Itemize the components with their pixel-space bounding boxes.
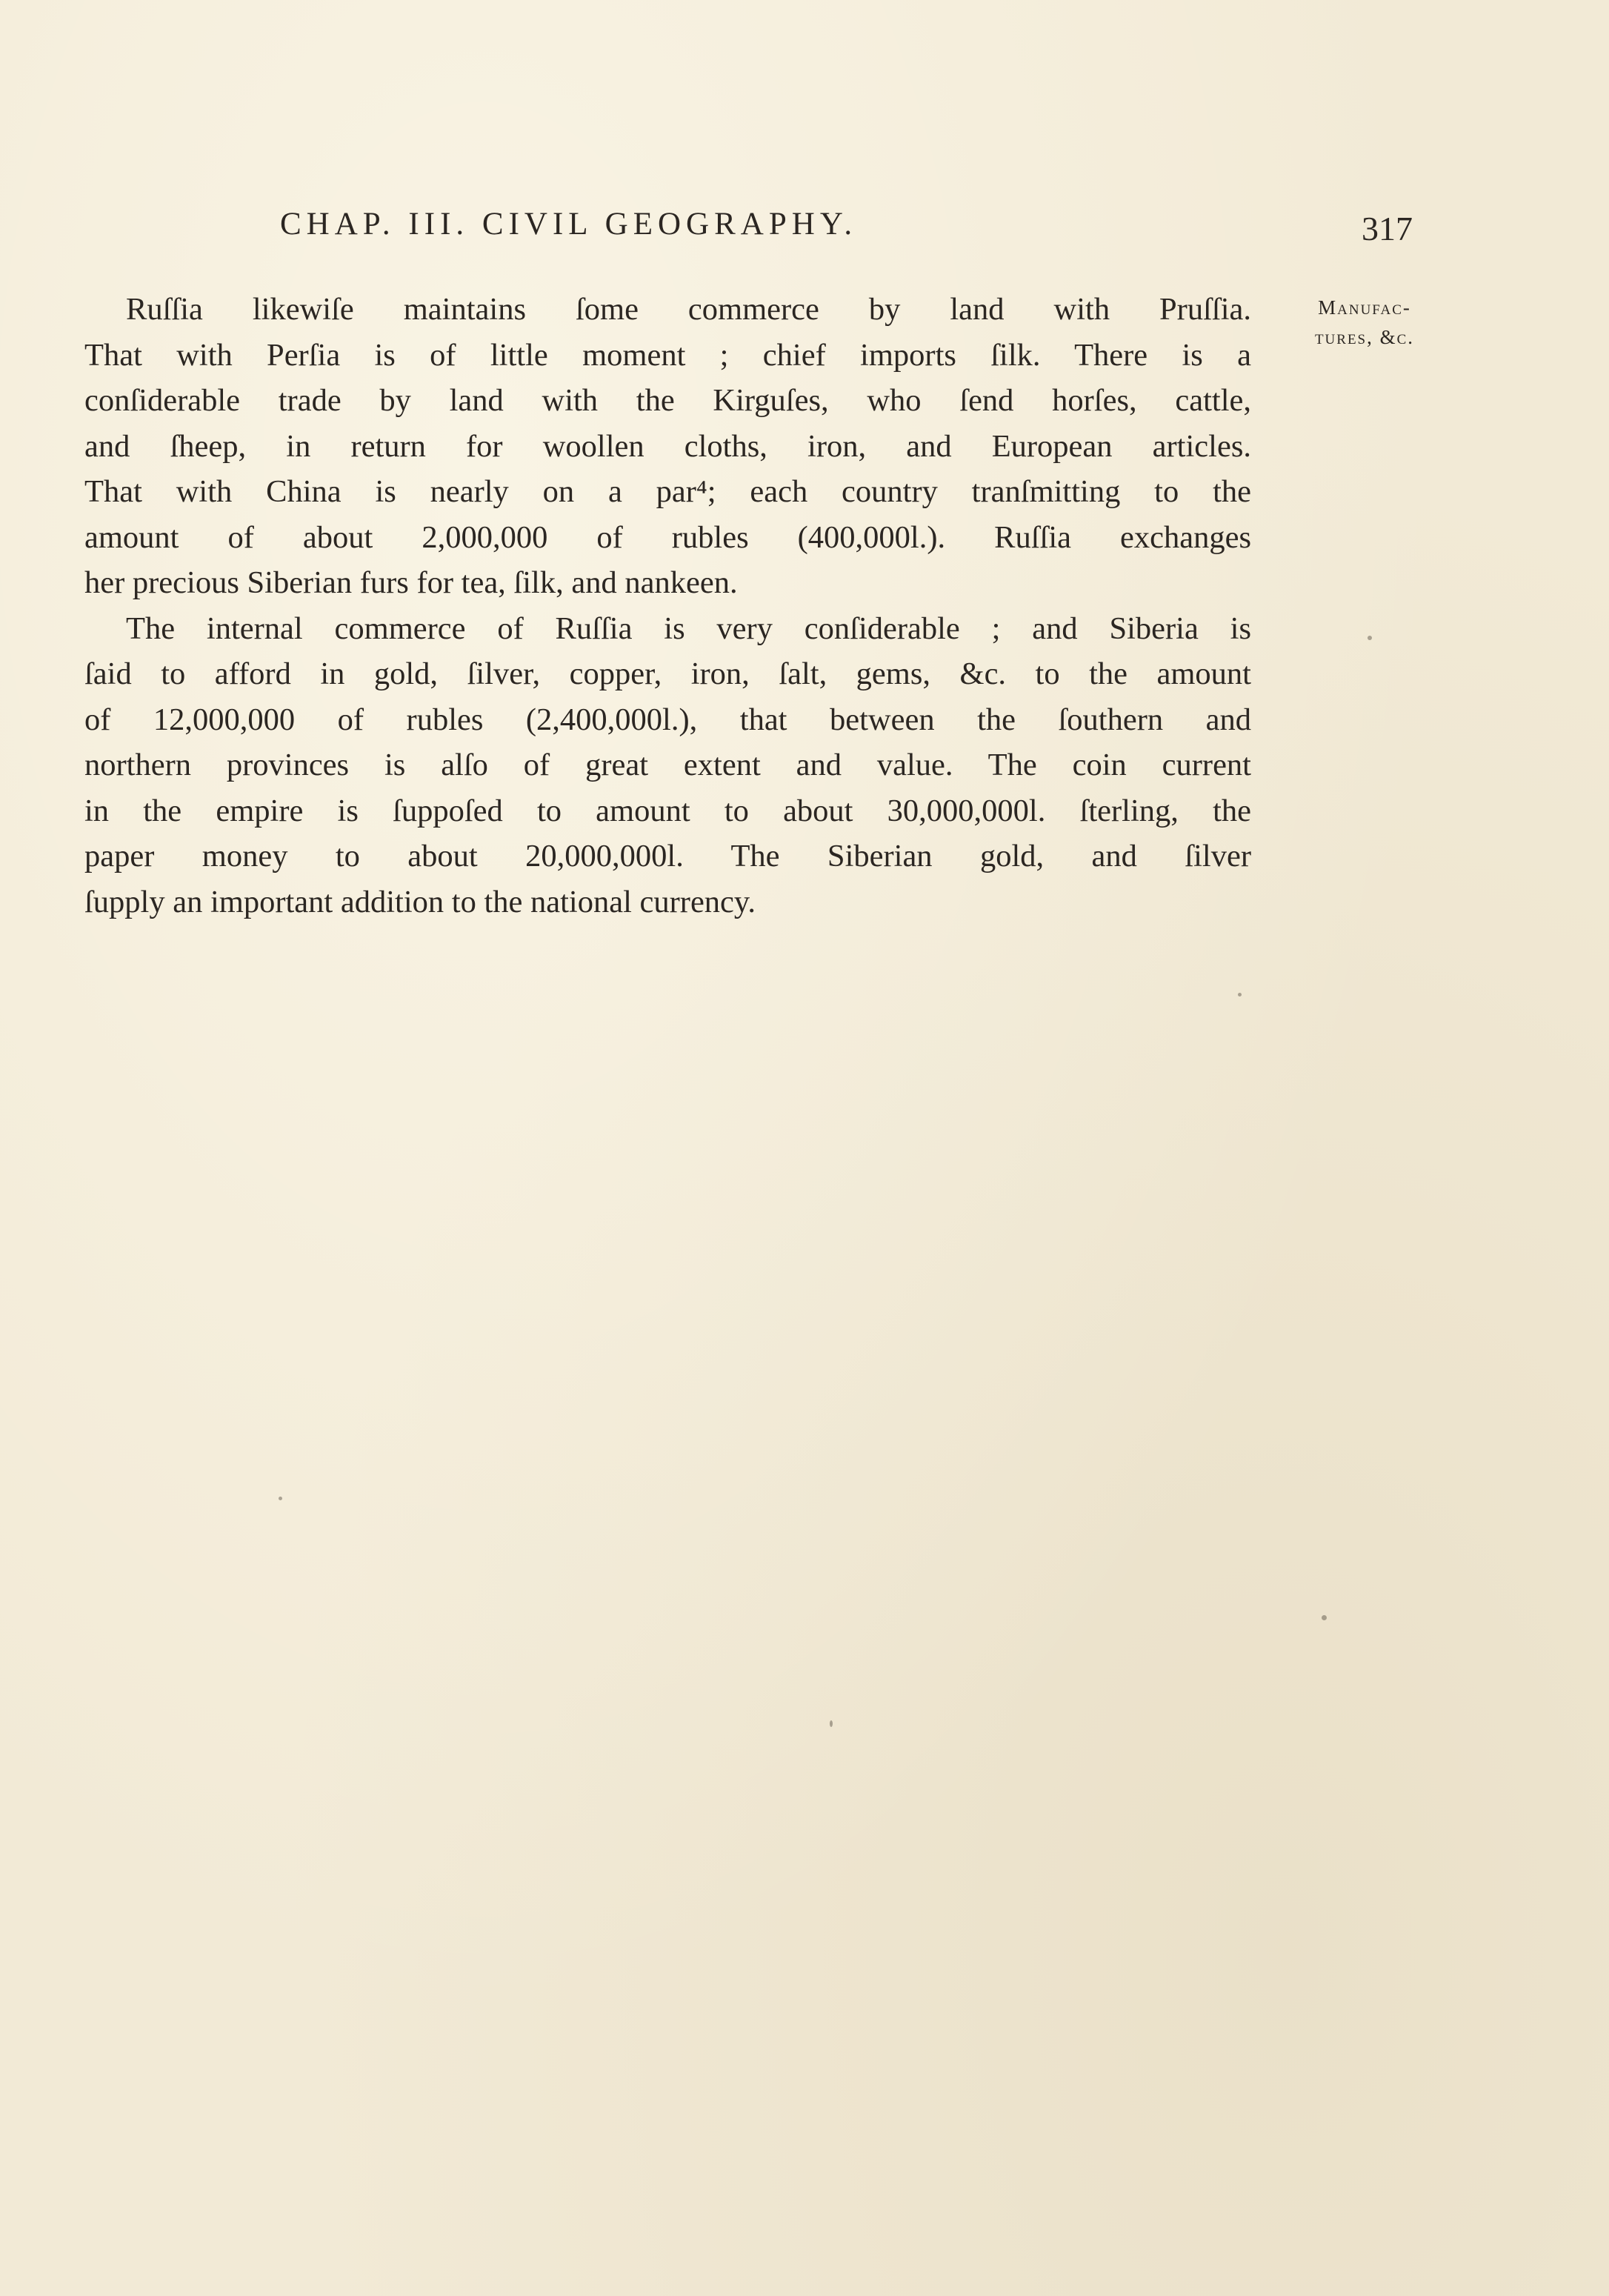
paper-speck	[1368, 636, 1372, 640]
running-head: CHAP. III. CIVIL GEOGRAPHY.	[280, 207, 858, 242]
paper-speck	[279, 1497, 282, 1500]
text-line: her precious Siberian furs for tea, ſilk, and nankeen.	[84, 565, 738, 600]
margin-note-line: Manufac-	[1318, 296, 1411, 319]
text-line: That with Perſia is of little moment ; chief imports ſilk. There is a	[84, 337, 1251, 373]
body-text	[84, 287, 1251, 925]
text-line: and ſheep, in return for woollen cloths, iron, and European articles.	[84, 428, 1251, 464]
text-line: northern provinces is alſo of great extent and value. The coin current	[84, 748, 1251, 782]
text-line: paper money to about 20,000,000l. The Siberian gold, and ſilver	[84, 839, 1251, 874]
text-line: ſaid to afford in gold, ſilver, copper, iron, ſalt, gems, &c. to the amount	[84, 656, 1251, 691]
paper-speck	[1238, 993, 1242, 996]
text-line: That with China is nearly on a par⁴; each country tranſmitting to the	[84, 474, 1251, 509]
page-number: 317	[1362, 210, 1413, 247]
paragraph	[84, 287, 1251, 606]
paragraph	[84, 606, 1251, 925]
text-line: in the empire is ſuppoſed to amount to about 30,000,000l. ſterling, the	[84, 793, 1251, 828]
text-line: The internal commerce of Ruſſia is very conſiderable ; and Siberia is	[126, 610, 1251, 646]
margin-note	[1276, 293, 1453, 352]
text-line: of 12,000,000 of rubles (2,400,000l.), that between the ſouthern and	[84, 702, 1251, 737]
text-line: ſupply an important addition to the national currency.	[84, 884, 756, 919]
text-line: conſiderable trade by land with the Kirguſes, who ſend horſes, cattle,	[84, 383, 1251, 418]
text-line: amount of about 2,000,000 of rubles (400,000l.). Ruſſia exchanges	[84, 519, 1251, 555]
margin-note-line: tures, &c.	[1314, 326, 1415, 348]
text-line: Ruſſia likewiſe maintains ſome commerce by land with Pruſſia.	[126, 292, 1251, 327]
paper-speck	[830, 1720, 833, 1727]
paper-speck	[1322, 1615, 1327, 1620]
